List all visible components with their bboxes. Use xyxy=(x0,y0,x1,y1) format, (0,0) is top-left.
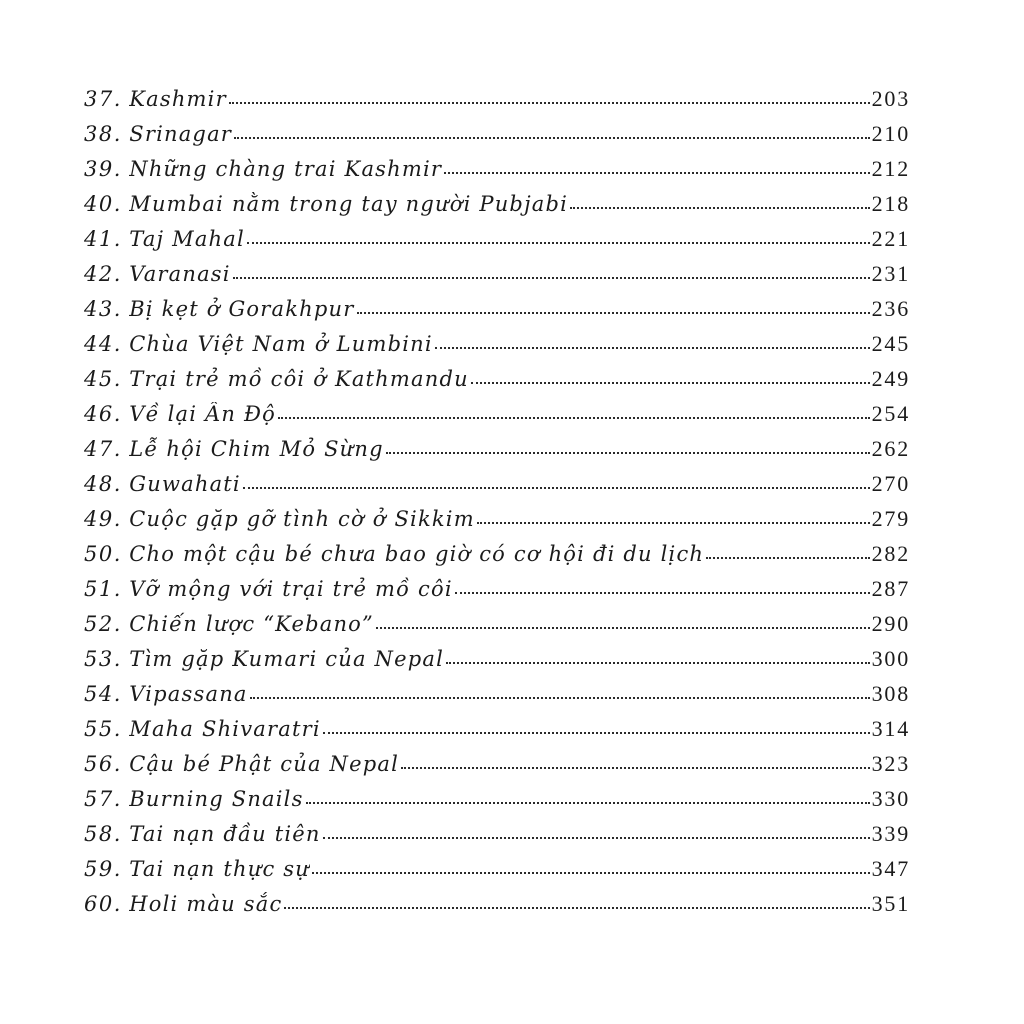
chapter-title: Cho một cậu bé chưa bao giờ có cơ hội đi du lịch xyxy=(129,542,705,566)
toc-entry xyxy=(84,751,910,786)
page-number: 245 xyxy=(871,331,910,356)
toc-entry xyxy=(84,541,910,576)
toc-entry xyxy=(84,646,910,681)
page-number: 282 xyxy=(871,541,910,566)
page-number: 314 xyxy=(871,716,910,741)
dot-leader xyxy=(234,137,870,139)
dot-leader xyxy=(306,802,870,804)
toc-entry xyxy=(84,786,910,821)
chapter-number: 46. xyxy=(84,402,122,426)
toc-entry xyxy=(84,156,910,191)
chapter-number: 52. xyxy=(84,612,122,636)
toc-entry xyxy=(84,331,910,366)
chapter-number: 40. xyxy=(84,192,122,216)
dot-leader xyxy=(376,627,870,629)
page-number: 231 xyxy=(871,261,910,286)
chapter-number: 53. xyxy=(84,647,122,671)
dot-leader xyxy=(446,662,870,664)
chapter-title: Taj Mahal xyxy=(129,227,245,251)
chapter-title: Holi màu sắc xyxy=(129,892,283,916)
dot-leader xyxy=(444,172,869,174)
chapter-number: 49. xyxy=(84,507,122,531)
chapter-number: 38. xyxy=(84,122,122,146)
page-number: 249 xyxy=(871,366,910,391)
chapter-number: 58. xyxy=(84,822,122,846)
page-number: 279 xyxy=(871,506,910,531)
dot-leader xyxy=(250,697,870,699)
toc-entry xyxy=(84,226,910,261)
page-number: 262 xyxy=(871,436,910,461)
page-number: 210 xyxy=(871,121,910,146)
chapter-title: Tìm gặp Kumari của Nepal xyxy=(129,647,445,671)
chapter-title: Kashmir xyxy=(129,87,227,111)
chapter-number: 42. xyxy=(84,262,122,286)
page-number: 236 xyxy=(871,296,910,321)
chapter-title: Chùa Việt Nam ở Lumbini xyxy=(129,332,433,356)
chapter-number: 50. xyxy=(84,542,122,566)
page-number: 290 xyxy=(871,611,910,636)
chapter-number: 54. xyxy=(84,682,122,706)
dot-leader xyxy=(312,872,870,874)
chapter-title: Chiến lược “Kebano” xyxy=(129,612,374,636)
toc-entry xyxy=(84,86,910,121)
chapter-number: 44. xyxy=(84,332,122,356)
chapter-title: Những chàng trai Kashmir xyxy=(129,157,443,181)
toc-entry xyxy=(84,856,910,891)
chapter-title: Vỡ mộng với trại trẻ mồ côi xyxy=(129,577,453,601)
dot-leader xyxy=(233,277,870,279)
chapter-title: Cuộc gặp gỡ tình cờ ở Sikkim xyxy=(129,507,475,531)
dot-leader xyxy=(247,242,870,244)
toc-entry xyxy=(84,716,910,751)
page-number: 323 xyxy=(871,751,910,776)
dot-leader xyxy=(229,102,870,104)
dot-leader xyxy=(477,522,870,524)
dot-leader xyxy=(471,382,870,384)
toc-entry xyxy=(84,296,910,331)
page-number: 221 xyxy=(871,226,910,251)
chapter-number: 59. xyxy=(84,857,122,881)
dot-leader xyxy=(455,592,870,594)
toc-entry xyxy=(84,401,910,436)
chapter-title: Trại trẻ mồ côi ở Kathmandu xyxy=(129,367,469,391)
chapter-number: 45. xyxy=(84,367,122,391)
chapter-title: Tai nạn thực sự xyxy=(129,857,311,881)
chapter-title: Cậu bé Phật của Nepal xyxy=(129,752,400,776)
chapter-number: 56. xyxy=(84,752,122,776)
chapter-title: Maha Shivaratri xyxy=(129,717,321,741)
chapter-title: Vipassana xyxy=(129,682,248,706)
chapter-title: Burning Snails xyxy=(129,787,304,811)
toc-entry xyxy=(84,261,910,296)
chapter-number: 51. xyxy=(84,577,122,601)
chapter-title: Guwahati xyxy=(129,472,241,496)
toc-entry xyxy=(84,366,910,401)
toc-entry xyxy=(84,506,910,541)
toc-entry xyxy=(84,121,910,156)
page-number: 330 xyxy=(871,786,910,811)
page-number: 308 xyxy=(871,681,910,706)
toc-entry xyxy=(84,471,910,506)
dot-leader xyxy=(706,557,869,559)
dot-leader xyxy=(386,452,870,454)
chapter-number: 57. xyxy=(84,787,122,811)
page-number: 212 xyxy=(871,156,910,181)
toc-entry xyxy=(84,611,910,646)
chapter-title: Mumbai nằm trong tay người Pubjabi xyxy=(129,192,569,216)
page-number: 351 xyxy=(871,891,910,916)
chapter-number: 43. xyxy=(84,297,122,321)
dot-leader xyxy=(323,837,870,839)
chapter-title: Tai nạn đầu tiên xyxy=(129,822,321,846)
toc-entry xyxy=(84,436,910,471)
chapter-number: 41. xyxy=(84,227,122,251)
chapter-title: Srinagar xyxy=(129,122,233,146)
chapter-title: Về lại Ấn Độ xyxy=(129,402,276,426)
chapter-number: 39. xyxy=(84,157,122,181)
table-of-contents xyxy=(84,86,910,926)
page-number: 270 xyxy=(871,471,910,496)
page-number: 203 xyxy=(871,86,910,111)
page-number: 254 xyxy=(871,401,910,426)
dot-leader xyxy=(323,732,870,734)
toc-entry xyxy=(84,821,910,856)
toc-entry xyxy=(84,891,910,926)
toc-entry xyxy=(84,191,910,226)
dot-leader xyxy=(243,487,870,489)
chapter-title: Bị kẹt ở Gorakhpur xyxy=(129,297,355,321)
chapter-title: Varanasi xyxy=(129,262,231,286)
toc-entry xyxy=(84,576,910,611)
chapter-title: Lễ hội Chim Mỏ Sừng xyxy=(129,437,384,461)
chapter-number: 55. xyxy=(84,717,122,741)
dot-leader xyxy=(570,207,870,209)
chapter-number: 60. xyxy=(84,892,122,916)
page-number: 339 xyxy=(871,821,910,846)
dot-leader xyxy=(401,767,870,769)
page-number: 287 xyxy=(871,576,910,601)
page-number: 300 xyxy=(871,646,910,671)
page-number: 347 xyxy=(871,856,910,881)
chapter-number: 47. xyxy=(84,437,122,461)
chapter-number: 48. xyxy=(84,472,122,496)
dot-leader xyxy=(435,347,870,349)
toc-entry xyxy=(84,681,910,716)
chapter-number: 37. xyxy=(84,87,122,111)
dot-leader xyxy=(357,312,870,314)
dot-leader xyxy=(284,907,869,909)
page-number: 218 xyxy=(871,191,910,216)
dot-leader xyxy=(278,417,870,419)
